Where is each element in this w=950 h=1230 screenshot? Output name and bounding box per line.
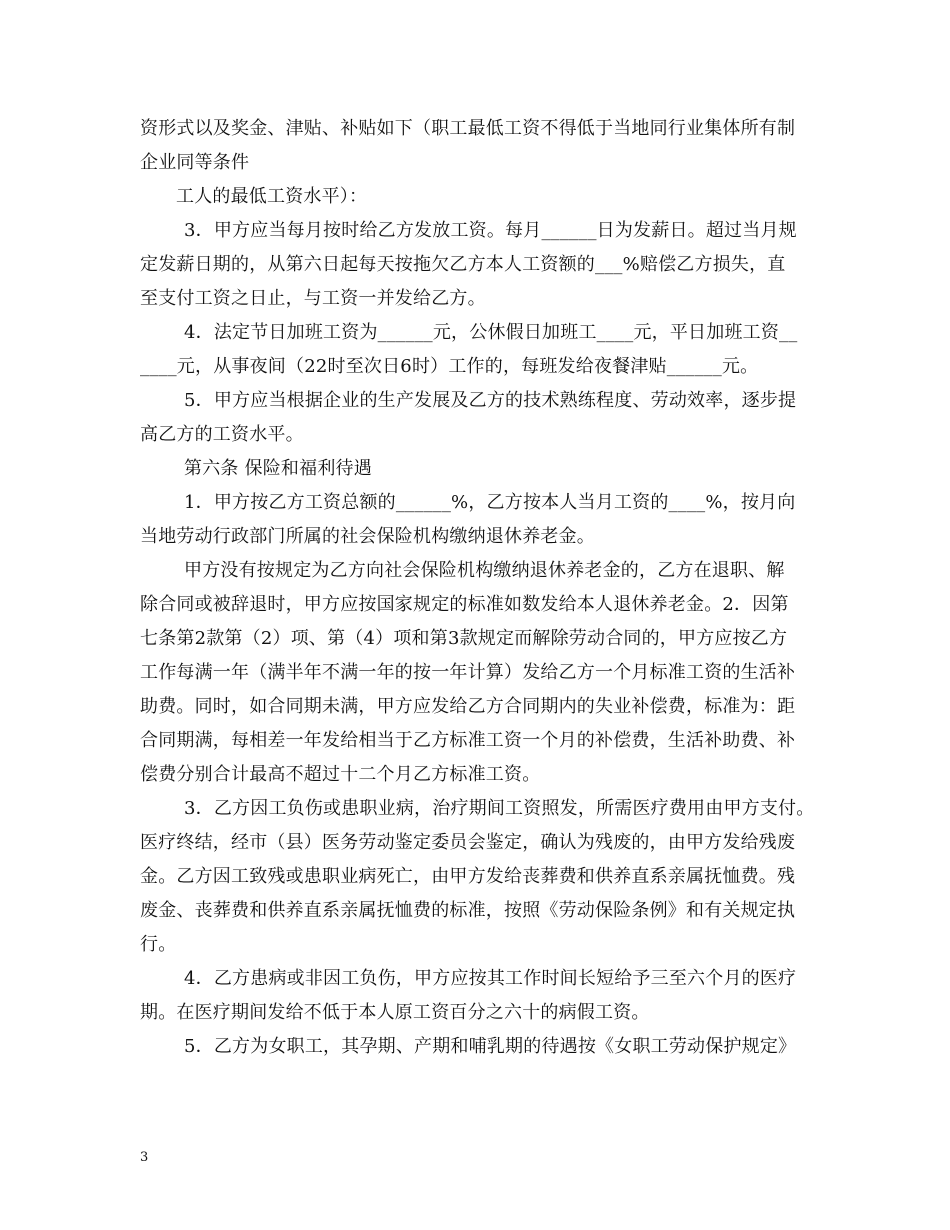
text-line: 行。 — [140, 934, 177, 955]
text-line: 4．乙方患病或非因工负伤，甲方应按其工作时间长短给予三至六个月的医疗 — [184, 968, 797, 989]
text-line: 5．乙方为女职工，其孕期、产期和哺乳期的待遇按《女职工劳动保护规定》 — [184, 1036, 797, 1057]
text-line: 高乙方的工资水平。 — [140, 424, 304, 445]
text-line: 定发薪日期的，从第六日起每天按拖欠乙方本人工资额的___%赔偿乙方损失，直 — [140, 254, 786, 275]
text-line: 助费。同时，如合同期未满，甲方应发给乙方合同期内的失业补偿费，标准为：距 — [140, 696, 796, 717]
text-line: 期。在医疗期间发给不低于本人原工资百分之六十的病假工资。 — [140, 1002, 650, 1023]
text-line: 3．乙方因工负伤或患职业病，治疗期间工资照发，所需医疗费用由甲方支付。 — [184, 798, 815, 819]
text-line: 1．甲方按乙方工资总额的______%，乙方按本人当月工资的____%，按月向 — [184, 492, 796, 513]
text-line: 合同期满，每相差一年发给相当于乙方标准工资一个月的补偿费，生活补助费、补 — [140, 730, 796, 751]
text-line: 甲方没有按规定为乙方向社会保险机构缴纳退休养老金的，乙方在退职、解 — [184, 560, 785, 581]
text-line: 5．甲方应当根据企业的生产发展及乙方的技术熟练程度、劳动效率，逐步提 — [184, 390, 797, 411]
text-line: 偿费分别合计最高不超过十二个月乙方标准工资。 — [140, 764, 541, 785]
text-line: 金。乙方因工致残或患职业病死亡，由甲方发给丧葬费和供养直系亲属抚恤费。残 — [140, 866, 796, 887]
text-line: 3．甲方应当每月按时给乙方发放工资。每月______日为发薪日。超过当月规 — [184, 220, 797, 241]
text-line: 医疗终结，经市（县）医务劳动鉴定委员会鉴定，确认为残废的，由甲方发给残废 — [140, 832, 796, 853]
text-line: 除合同或被辞退时，甲方应按国家规定的标准如数发给本人退休养老金。2．因第 — [140, 594, 789, 615]
text-line: 当地劳动行政部门所属的社会保险机构缴纳退休养老金。 — [140, 526, 595, 547]
text-line: 企业同等条件 — [140, 152, 250, 173]
text-line: 废金、丧葬费和供养直系亲属抚恤费的标准，按照《劳动保险条例》和有关规定执 — [140, 900, 796, 921]
text-line: 七条第2款第（2）项、第（4）项和第3款规定而解除劳动合同的，甲方应按乙方 — [140, 628, 788, 649]
text-line: ____元，从事夜间（22时至次日6时）工作的，每班发给夜餐津贴______元。 — [140, 356, 759, 377]
document-body — [140, 112, 815, 1064]
text-line: 至支付工资之日止，与工资一并发给乙方。 — [140, 288, 486, 309]
text-line: 工作每满一年（满半年不满一年的按一年计算）发给乙方一个月标准工资的生活补 — [140, 662, 796, 683]
page-number: 3 — [140, 1150, 149, 1165]
text-line: 4．法定节日加班工资为______元，公休假日加班工____元，平日加班工资__ — [184, 322, 798, 343]
text-line: 工人的最低工资水平）： — [176, 186, 368, 207]
text-line: 资形式以及奖金、津贴、补贴如下（职工最低工资不得低于当地同行业集体所有制 — [140, 118, 796, 139]
section-heading: 第六条 保险和福利待遇 — [184, 458, 372, 479]
